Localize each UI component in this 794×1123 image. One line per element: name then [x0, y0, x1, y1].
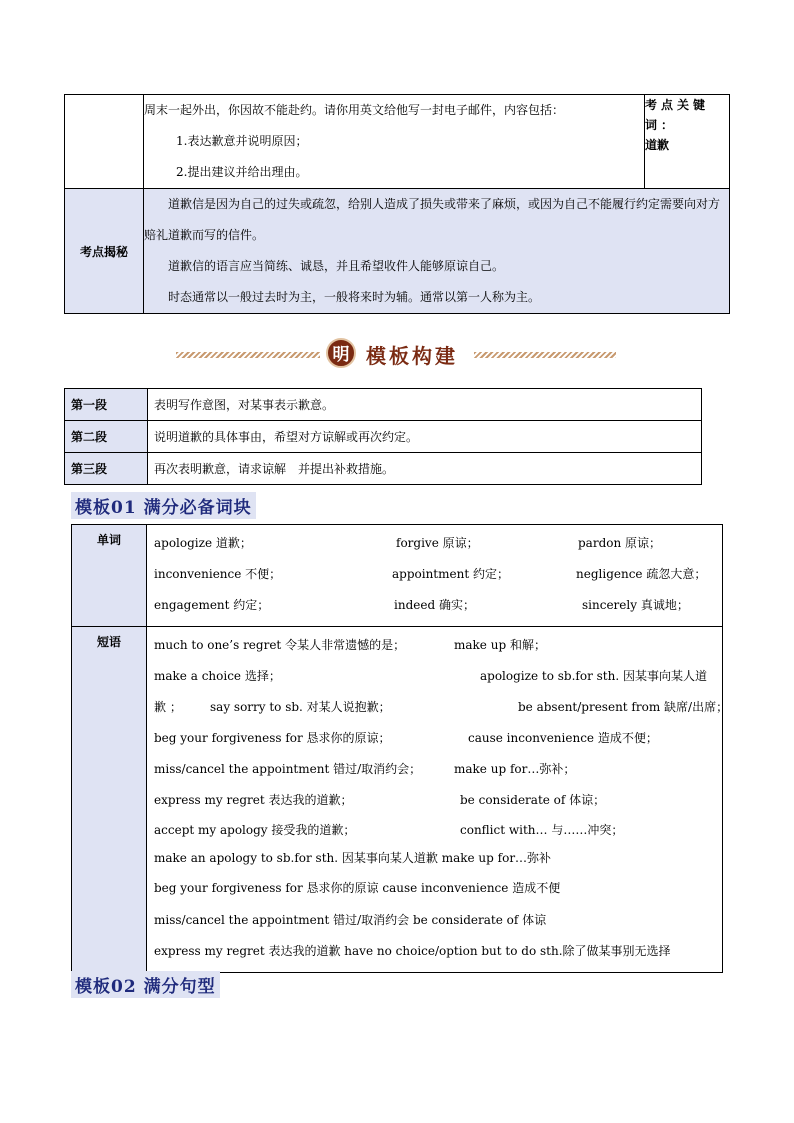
phrase-item: beg your forgiveness for 恳求你的原谅；	[154, 731, 391, 745]
structure-label: 第一段	[65, 389, 148, 421]
phrase-row	[154, 816, 717, 844]
keyword-value: 道歉	[645, 138, 670, 152]
task-table	[64, 94, 730, 314]
phrase-item: make up 和解；	[454, 638, 546, 652]
word-item: engagement 约定；	[154, 598, 270, 612]
structure-row	[65, 389, 702, 421]
word-row	[154, 590, 717, 621]
word-row	[154, 528, 717, 559]
phrase-item: accept my apology 接受我的道歉；	[154, 823, 356, 837]
structure-text: 表明写作意图，对某事表示歉意。	[148, 389, 702, 421]
word-item: indeed 确实；	[394, 598, 475, 612]
word-item: inconvenience 不便；	[154, 567, 282, 581]
task-requirement-2: 2.提出建议并给出理由。	[176, 165, 308, 179]
phrase-item: miss/cancel the appointment 错过/取消约会；	[154, 762, 422, 776]
phrases-cell	[147, 627, 729, 973]
phrase-row	[154, 872, 717, 905]
banner-divider-left	[176, 352, 320, 358]
vocab-table	[71, 524, 729, 973]
section-heading-vocab: 模板01 满分必备词块	[71, 492, 256, 519]
task-requirement-1: 1.表达歉意并说明原因；	[176, 134, 308, 148]
word-item: apologize 道歉；	[154, 536, 252, 550]
banner-badge-icon: 明	[326, 338, 356, 368]
word-item: forgive 原谅；	[396, 536, 479, 550]
banner-divider-right	[474, 352, 616, 358]
reveal-paragraph: 时态通常以一般过去时为主，一般将来时为辅。通常以第一人称为主。	[168, 290, 541, 304]
word-item: pardon 原谅；	[578, 536, 662, 550]
structure-text: 再次表明歉意，请求谅解 并提出补救措施。	[148, 453, 702, 485]
phrase-row	[154, 905, 717, 936]
phrase-row	[154, 661, 717, 692]
phrase-item: be absent/present from 缺席/出席；	[518, 700, 729, 714]
phrase-item: beg your forgiveness for 恳求你的原谅 cause inconvenience 造成不便	[154, 881, 561, 895]
keyword-cell	[645, 95, 730, 189]
reveal-label: 考点揭秘	[65, 189, 144, 314]
phrase-row	[154, 630, 717, 661]
structure-table	[64, 388, 702, 485]
word-item: appointment 约定；	[392, 567, 509, 581]
task-description	[144, 95, 645, 189]
phrase-item: make an apology to sb.for sth. 因某事向某人道歉 make up for…弥补	[154, 851, 552, 865]
phrase-row	[154, 844, 717, 872]
word-row	[154, 559, 717, 590]
phrase-item: be considerate of 体谅；	[460, 793, 606, 807]
phrase-item: conflict with… 与……冲突；	[460, 823, 624, 837]
task-empty-cell	[65, 95, 144, 189]
reveal-paragraph: 道歉信的语言应当简练、诚恳，并且希望收件人能够原谅自己。	[168, 259, 505, 273]
structure-label: 第三段	[65, 453, 148, 485]
phrase-item: cause inconvenience 造成不便；	[468, 731, 658, 745]
phrase-item: 歉 ；	[154, 700, 182, 714]
words-label: 单词	[72, 525, 147, 627]
structure-label: 第二段	[65, 421, 148, 453]
phrase-row	[154, 936, 717, 967]
task-line: 周末一起外出，你因故不能赴约。请你用英文给他写一封电子邮件，内容包括：	[144, 103, 565, 117]
word-item: negligence 疏忽大意；	[576, 567, 707, 581]
keyword-title: 考点关键词：	[645, 98, 710, 132]
phrase-item: apologize to sb.for sth. 因某事向某人道	[480, 669, 707, 683]
phrase-item: express my regret 表达我的道歉 have no choice/option but to do sth.除了做某事别无选择	[154, 944, 671, 958]
phrase-row	[154, 785, 717, 816]
phrase-row	[154, 692, 729, 723]
reveal-body	[144, 189, 730, 314]
structure-row	[65, 421, 702, 453]
phrase-item: say sorry to sb. 对某人说抱歉；	[210, 700, 391, 714]
word-item: sincerely 真诚地；	[582, 598, 689, 612]
section-banner	[176, 338, 616, 370]
phrase-item: much to one’s regret 令某人非常遗憾的是；	[154, 638, 406, 652]
reveal-paragraph: 道歉信是因为自己的过失或疏忽，给别人造成了损失或带来了麻烦，或因为自己不能履行约定需要向对方赔礼道歉而写的信件。	[144, 197, 721, 242]
structure-row	[65, 453, 702, 485]
structure-text: 说明道歉的具体事由，希望对方谅解或再次约定。	[148, 421, 702, 453]
phrase-row	[154, 754, 717, 785]
words-cell	[147, 525, 723, 627]
phrase-item: express my regret 表达我的道歉；	[154, 793, 353, 807]
phrase-row	[154, 723, 717, 754]
phrase-item: miss/cancel the appointment 错过/取消约会 be considerate of 体谅	[154, 913, 547, 927]
phrases-label: 短语	[72, 627, 147, 973]
phrase-item: make a choice 选择；	[154, 669, 281, 683]
phrase-item: make up for…弥补；	[454, 762, 576, 776]
banner-title: 模板构建	[366, 344, 458, 368]
section-heading-sentences: 模板02 满分句型	[71, 971, 220, 998]
